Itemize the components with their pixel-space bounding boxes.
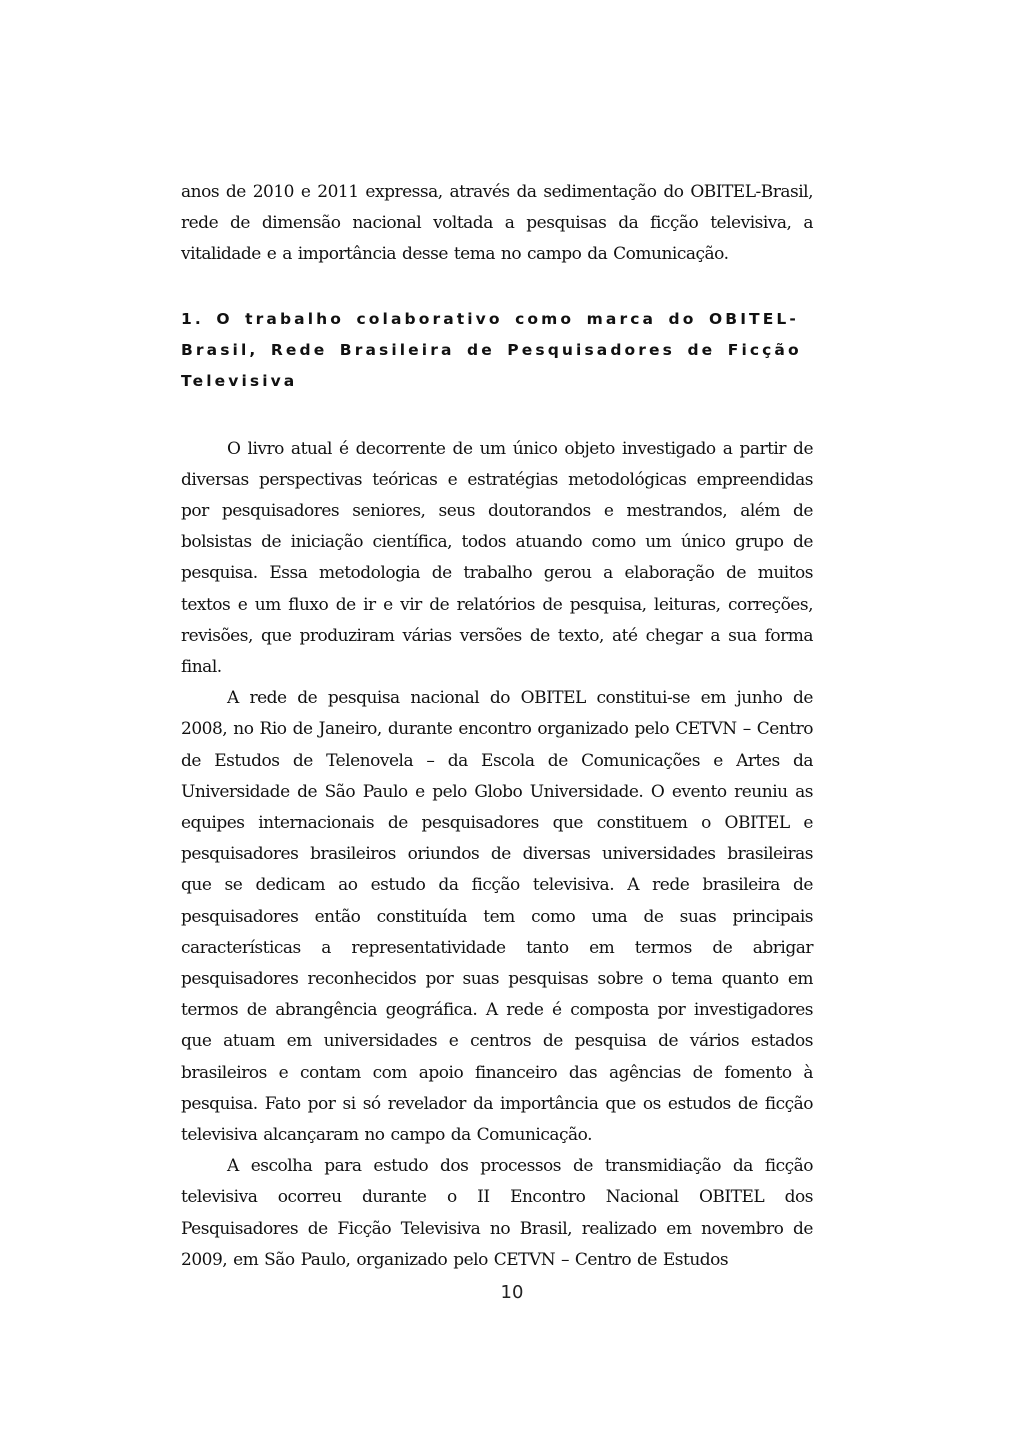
body-paragraph-1: O livro atual é decorrente de um único objeto investigado a partir de diversas perspectivas teóricas e estratégias metodológicas empreendidas por pesquisadores seniores, seus doutorandos e mestrandos, além de bolsistas de iniciação científica, todos atuando como um único grupo de pesquisa. Essa metodologia de trabalho gerou a elaboração de muitos textos e um fluxo de ir e vir de relatórios de pesquisa, leituras, correções, revisões, que produziram várias versões de texto, até chegar a sua forma final. xyxy=(181,438,813,678)
section-heading: 1. O trabalho colaborativo como marca do OBITEL-Brasil, Rede Brasileira de Pesquisadores de Ficção Televisiva xyxy=(181,309,802,390)
body-paragraph-2: A rede de pesquisa nacional do OBITEL constitui-se em junho de 2008, no Rio de Janeiro, durante encontro organizado pelo CETVN – Centro de Estudos de Telenovela – da Escola de Comunicações e Artes da Universidade de São Paulo e pelo Globo Universidade. O evento reuniu as equipes internacionais de pesquisadores que constituem o OBITEL e pesquisadores brasileiros oriundos de diversas universidades brasileiras que se dedicam ao estudo da ficção televisiva. A rede brasileira de pesquisadores então constituída tem como uma de suas principais características a representatividade tanto em termos de abrigar pesquisadores reconhecidos por suas pesquisas sobre o tema quanto em termos de abrangência geográfica. A rede é composta por investigadores que atuam em universidades e centros de pesquisa de vários estados brasileiros e contam com apoio financeiro das agências de fomento à pesquisa. Fato por si só revelador da importância que os estudos de ficção televisiva alcançaram no campo da Comunicação. xyxy=(181,688,813,1146)
page-number: 10 xyxy=(500,1282,524,1303)
intro-paragraph: anos de 2010 e 2011 expressa, através da sedimentação do OBITEL-Brasil, rede de dimensão nacional voltada a pesquisas da ficção televisiva, a vitalidade e a importância desse tema no campo da Comunicação. xyxy=(181,182,813,265)
page-body xyxy=(181,177,813,1276)
body-paragraph-3: A escolha para estudo dos processos de transmidiação da ficção televisiva ocorreu durante o II Encontro Nacional OBITEL dos Pesquisadores de Ficção Televisiva no Brasil, realizado em novembro de 2009, em São Paulo, organizado pelo CETVN – Centro de Estudos xyxy=(181,1156,813,1270)
